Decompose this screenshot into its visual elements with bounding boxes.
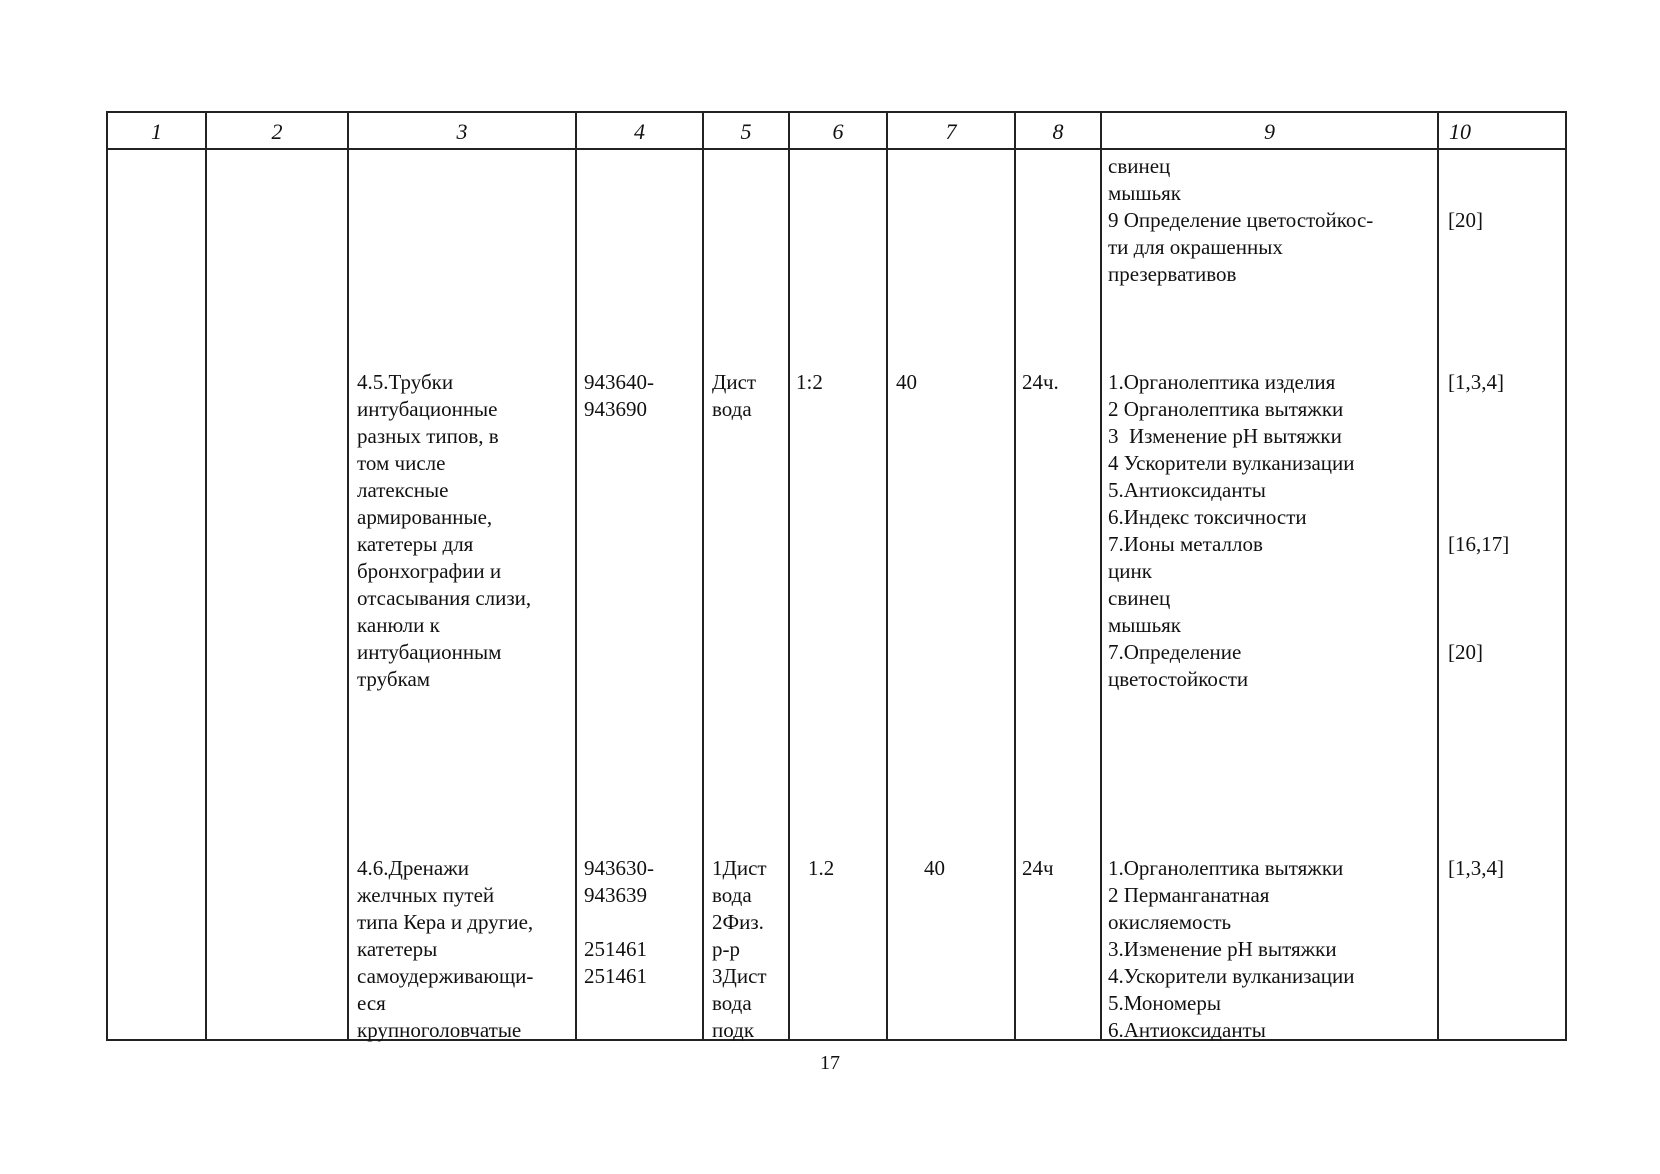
column-header-3: 3 [456, 119, 468, 144]
row-4-6-col7: 40 [924, 856, 945, 880]
row-4-6-col9: 1.Органолептика вытяжки 2 Перманганатная окисляемость 3.Изменение рН вытяжки 4.Ускорители вулканизации 5.Мономеры 6.Антиоксиданты [1108, 856, 1355, 1042]
row-4-5-col8: 24ч. [1022, 370, 1059, 394]
page-number: 17 [820, 1052, 840, 1074]
row-4-6-col5: 1Дист вода 2Физ. р-р 3Дист вода подк [712, 856, 767, 1042]
row-4-5-col9: 1.Органолептика изделия 2 Органолептика вытяжки 3 Изменение рН вытяжки 4 Ускорители вулканизации 5.Антиоксиданты 6.Индекс токсичности 7.Ионы металлов цинк свинец мышьяк 7.Определение цветостойкости [1108, 370, 1355, 691]
row-4-5-col6: 1:2 [796, 370, 823, 394]
column-header-10: 10 [1449, 119, 1471, 144]
row-4-6-col6: 1.2 [808, 856, 835, 880]
column-divider [886, 113, 888, 1039]
row-4-5-col5: Дист вода [712, 370, 757, 421]
column-header-8: 8 [1052, 119, 1064, 144]
column-divider [788, 113, 790, 1039]
column-divider [575, 113, 577, 1039]
column-divider [347, 113, 349, 1039]
row-4-5-col10-b: [16,17] [1448, 532, 1510, 556]
header-divider [108, 148, 1565, 150]
row-4-5-col4: 943640- 943690 [584, 370, 654, 421]
row-4-5-col10-a: [1,3,4] [1448, 370, 1504, 394]
row-4-6-col10: [1,3,4] [1448, 856, 1504, 880]
column-header-6: 6 [832, 119, 844, 144]
row-4-6-col8: 24ч [1022, 856, 1054, 880]
column-header-9: 9 [1264, 119, 1275, 144]
column-divider [1014, 113, 1016, 1039]
column-divider [1100, 113, 1102, 1039]
row-4-5-col10-c: [20] [1448, 640, 1483, 664]
continuation-col9: свинец мышьяк 9 Определение цветостойкос- ти для окрашенных презервативов [1108, 154, 1374, 286]
column-header-2: 2 [271, 119, 283, 144]
row-4-5-col3: 4.5.Трубки интубационные разных типов, в том числе латексные армированные, катетеры для бронхографии и отсасывания слизи, канюли к интубационным трубкам [357, 370, 532, 691]
row-4-6-col3: 4.6.Дренажи желчных путей типа Кера и другие, катетеры самоудерживающи- еся крупноголовчатые [357, 856, 534, 1042]
data-table [106, 111, 1567, 1041]
column-header-4: 4 [634, 119, 645, 144]
column-divider [205, 113, 207, 1039]
column-header-7: 7 [945, 119, 957, 144]
column-header-5: 5 [740, 119, 752, 144]
column-header-1: 1 [151, 119, 162, 144]
continuation-col10: [20] [1448, 208, 1483, 232]
row-4-5-col7: 40 [896, 370, 917, 394]
column-divider [1437, 113, 1439, 1039]
column-divider [702, 113, 704, 1039]
row-4-6-col4: 943630- 943639 251461 251461 [584, 856, 654, 988]
